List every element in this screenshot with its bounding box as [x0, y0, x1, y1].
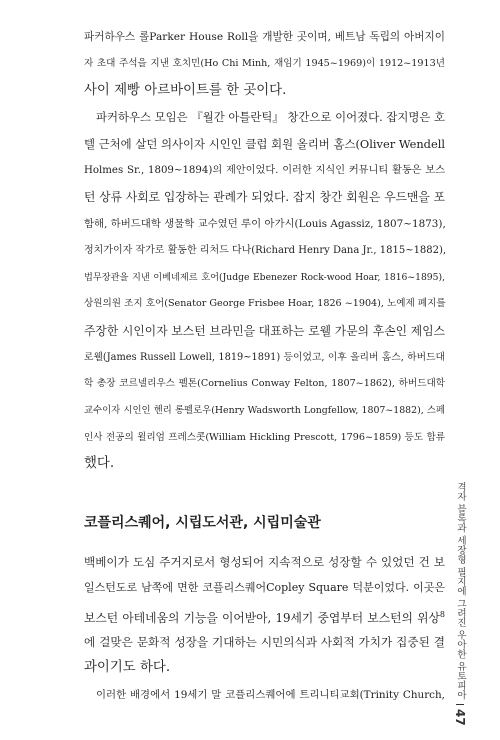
section-heading: 코플리스퀘어, 시립도서관, 시립미술관 [84, 515, 321, 531]
footnote-marker: 8 [439, 610, 445, 619]
book-page: 파커하우스 롤Parker House Roll을 개발한 곳이며, 베트남 독립의 아버지이 자 초대 주석을 지낸 호치민(Ho Chi Minh, 재임기 1945~1969)이 1912~1913년 사이 제빵 아르바이트를 한 곳이다. 파커하우스 모임은 『월간 아틀란틱』 창간으로 이어졌다. 잡지명은 호 텔 근처에 살던 의사이자 시인인 클럽 회원 올리버 홈스(Oliver Wendell Holmes Sr., 1809~1894)의 제안이었다. 이러한 지식인 커뮤니티 활동은 보스 턴 상류 사회로 입장하는 관례가 되었다. 잡지 창간 회원은 우드맨을 포 함해, 하버드대학 생물학 교수였던 루이 아가시(Louis Agassiz, 1807~1873), 정치가이자 작가로 활동한 리처드 다나(Richard Henry Dana Jr., 1815~1882), 법무장관을 지낸 이베네제르 호어(Judge Ebenezer Rock-wood Hoar, 1816~1895), 상원의원 조지 호어(Senator George Frisbee Hoar, 1826 ~1904), 노예제 폐지를 주장한 시인이자 보스턴 브라민을 대표하는 로웰 가문의 후손인 제임스 로웰(James Russell Lowell, 1819~1891) 등이었고, 이후 올리버 홈스, 하버드대 학 총장 코르넬리우스 펠톤(Cornelius Conway Felton, 1807~1862), 하버드대학 교수이자 시인인 헨리 롱펠로우(Henry Wadsworth Longfellow, 1807~1882), 스페 인사 전공의 윌리엄 프레스콧(William Hickling Prescott, 1796~1859) 등도 합류 했다. 코플리스퀘어, 시립도서관, 시립미술관 백베이가 도심 주거지로서 형성되어 지속적으로 성장할 수 있었던 건 보 일스턴도로 남쪽에 면한 코플리스퀘어Copley Square 덕분이었다. 이곳은 보스턴 아테네움의 기능을 이어받아, 19세기 중엽부터 보스턴의 위상$^8$ 에 걸맞은 문화적 성장을 기대하는 시민의식과 사회적 가치가 집중된 결 과이기도 하다. 이러한 배경에서 19세기 말 코플리스퀘어에 트리니티교회(Trinity Church, 격자 블록과 세장형 필지에 그려진 우아한 유토피아 47 [84, 31, 467, 726]
running-title: 격자 블록과 세장형 필지에 그려진 우아한 유토피아 [455, 482, 466, 700]
page-number: 47 [453, 708, 467, 726]
side-running-header [452, 482, 468, 725]
divider [456, 704, 464, 705]
